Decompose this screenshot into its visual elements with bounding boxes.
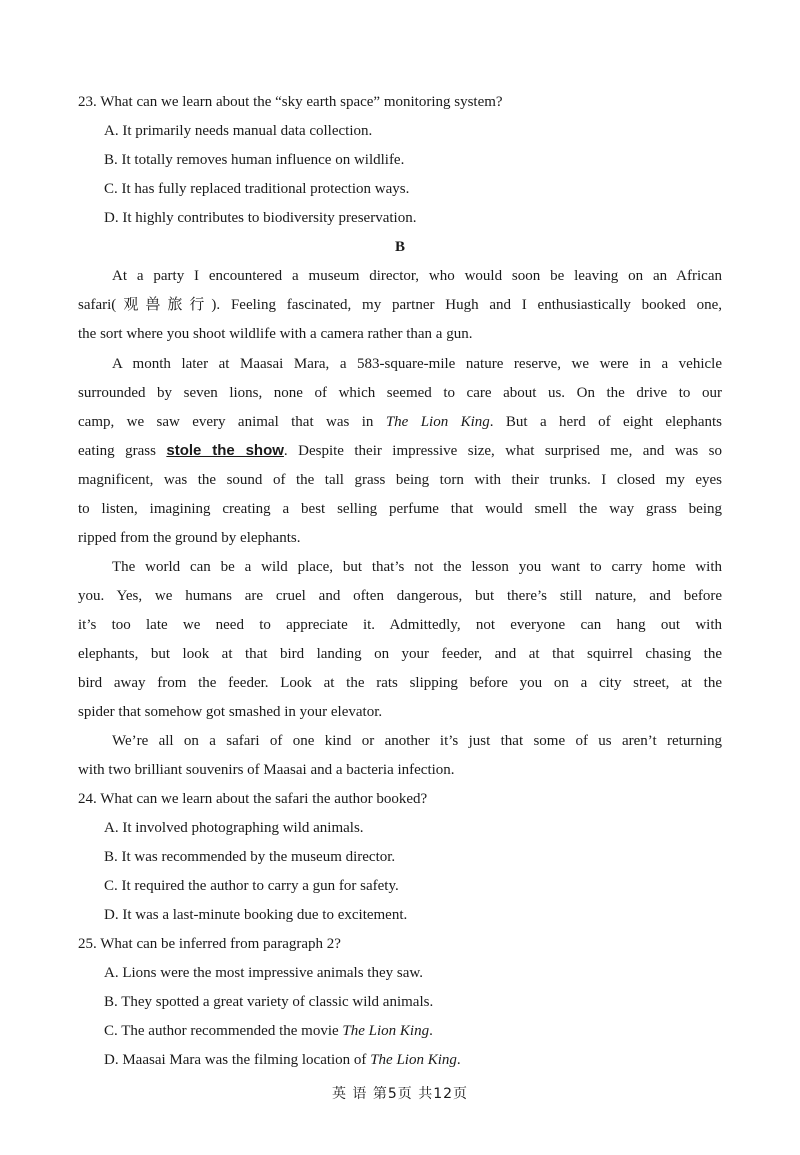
page-footer: 英 语 第5页 共12页 (331, 1086, 469, 1102)
q25-option-c-movie-title: The Lion King (342, 1023, 430, 1039)
p3-line-1: The world can be a wild place, but that’s not the lesson you want to carry home with (112, 559, 722, 575)
p2-line-1: A month later at Maasai Mara, a 583-square-mile nature reserve, we were in a vehicle (112, 356, 722, 372)
p3-line-4: elephants, but look at that bird landing on your feeder, and at that squirrel chasing the (78, 646, 722, 662)
p3-line-2: you. Yes, we humans are cruel and often dangerous, but there’s still nature, and before (78, 588, 722, 604)
p3-line-6: spider that somehow got smashed in your elevator. (78, 704, 383, 720)
q23-option-c: C. It has fully replaced traditional protection ways. (104, 181, 410, 197)
q23-stem: 23. What can we learn about the “sky earth space” monitoring system? (78, 94, 503, 110)
section-heading: B (394, 239, 405, 255)
movie-title-lion-king: The Lion King (385, 414, 490, 430)
highlighted-phrase: stole the show (166, 442, 284, 459)
p4-line-2: with two brilliant souvenirs of Maasai and a bacteria infection. (78, 762, 455, 778)
q23-option-a: A. It primarily needs manual data collection. (104, 123, 373, 139)
q25-option-b: B. They spotted a great variety of classic wild animals. (104, 994, 434, 1010)
p2-line-3-text-a: camp, we saw every animal that was in (78, 414, 386, 430)
q23-option-b: B. It totally removes human influence on wildlife. (104, 152, 405, 168)
p4-line-1: We’re all on a safari of one kind or another it’s just that some of us aren’t returning (112, 733, 722, 749)
q25-option-a: A. Lions were the most impressive animals they saw. (104, 965, 423, 981)
p2-line-4 (78, 441, 722, 461)
q25-option-c-text: C. The author recommended the movie (104, 1023, 343, 1039)
p2-line-6: to listen, imagining creating a best selling perfume that would smell the way grass being (78, 501, 722, 517)
p2-line-2: surrounded by seven lions, none of which seemed to care about us. On the drive to our (78, 385, 722, 401)
q25-option-d (104, 1050, 461, 1070)
p1-line-2: safari(观兽旅行). Feeling fascinated, my partner Hugh and I enthusiastically booked one, (78, 297, 722, 313)
p3-line-5: bird away from the feeder. Look at the rats slipping before you on a city street, at the (78, 675, 722, 691)
q24-option-c: C. It required the author to carry a gun for safety. (104, 878, 399, 894)
q24-option-b: B. It was recommended by the museum director. (104, 849, 396, 865)
q25-option-d-text: D. Maasai Mara was the filming location of (104, 1052, 371, 1068)
p3-line-3: it’s too late we need to appreciate it. Admittedly, not everyone can hang out with (78, 617, 722, 633)
p2-line-4-text-a: eating grass (78, 443, 167, 459)
p2-line-7: ripped from the ground by elephants. (78, 530, 301, 546)
p1-line-1: At a party I encountered a museum director, who would soon be leaving on an African (112, 268, 722, 284)
p2-line-3 (78, 412, 722, 432)
p1-line-3: the sort where you shoot wildlife with a camera rather than a gun. (78, 326, 473, 342)
q25-option-d-period: . (456, 1052, 461, 1068)
p2-line-4-text-b: . Despite their impressive size, what surprised me, and was so (283, 443, 722, 459)
q25-stem: 25. What can be inferred from paragraph 2? (78, 936, 341, 952)
p2-line-5: magnificent, was the sound of the tall grass being torn with their trunks. I closed my eyes (78, 472, 722, 488)
q24-option-a: A. It involved photographing wild animals. (104, 820, 364, 836)
q25-option-c-period: . (429, 1023, 433, 1039)
q23-option-d: D. It highly contributes to biodiversity preservation. (104, 210, 417, 226)
q25-option-c (104, 1021, 433, 1041)
p2-line-3-text-b: . But a herd of eight elephants (489, 414, 722, 430)
q24-stem: 24. What can we learn about the safari the author booked? (78, 791, 428, 807)
q25-option-d-movie-title: The Lion King (370, 1052, 457, 1068)
q24-option-d: D. It was a last-minute booking due to excitement. (104, 907, 408, 923)
